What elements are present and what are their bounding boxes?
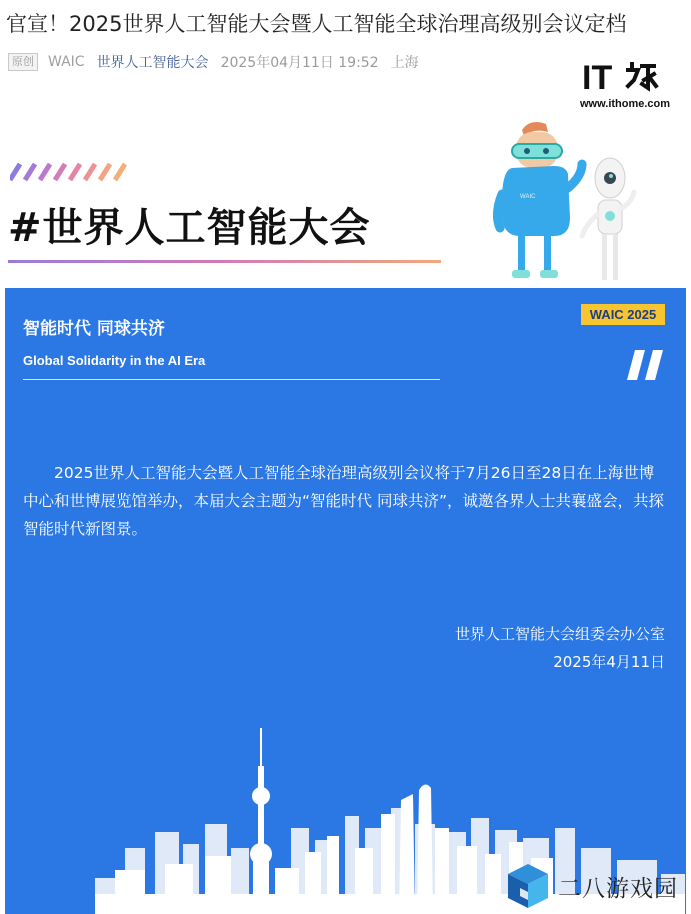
publish-location: 上海	[390, 55, 419, 71]
waic-mascots-illustration	[490, 118, 640, 290]
svg-text:IT: IT	[582, 59, 613, 96]
watermark	[506, 860, 686, 912]
waic-2025-badge: WAIC 2025	[581, 304, 665, 325]
ithome-url: www.ithome.com	[580, 98, 671, 110]
svg-text:WAIC: WAIC	[520, 194, 536, 200]
signature-date: 2025年4月11日	[553, 653, 665, 671]
slogan-chinese: 智能时代 同球共济	[23, 319, 165, 339]
ithome-logo	[580, 56, 680, 116]
robot-mascot-icon	[582, 158, 634, 280]
ithome-logo-mark-icon	[580, 56, 680, 96]
source-label: WAIC	[48, 54, 85, 70]
signature-org: 世界人工智能大会组委会办公室	[454, 625, 665, 643]
article-meta	[8, 52, 419, 72]
original-tag: 原创	[8, 53, 38, 71]
slogan-divider	[23, 379, 440, 380]
signature-block	[455, 620, 665, 676]
account-link[interactable]: 世界人工智能大会	[96, 55, 209, 71]
hashtag-title: #世界人工智能大会	[8, 205, 371, 251]
publish-time: 2025年04月11日 19:52	[220, 55, 379, 71]
title-underline	[8, 260, 441, 263]
announcement-body: 2025世界人工智能大会暨人工智能全球治理高级别会议将于7月26日至28日在上海世博中心和世博展览馆举办，本届大会主题为“智能时代 同球共济”，诚邀各界人士共襄盛会，共探智能时代新图景。	[23, 464, 664, 538]
decorative-stripes	[10, 163, 150, 181]
article-title: 官宣！2025世界人工智能大会暨人工智能全球治理高级别会议定档	[6, 12, 627, 36]
quote-mark-icon	[625, 350, 665, 380]
slogan-english: Global Solidarity in the AI Era	[23, 353, 206, 368]
watermark-text: 二八游戏园	[558, 875, 678, 902]
cube-logo-icon	[506, 862, 550, 910]
blue-mascot-icon	[497, 122, 582, 278]
